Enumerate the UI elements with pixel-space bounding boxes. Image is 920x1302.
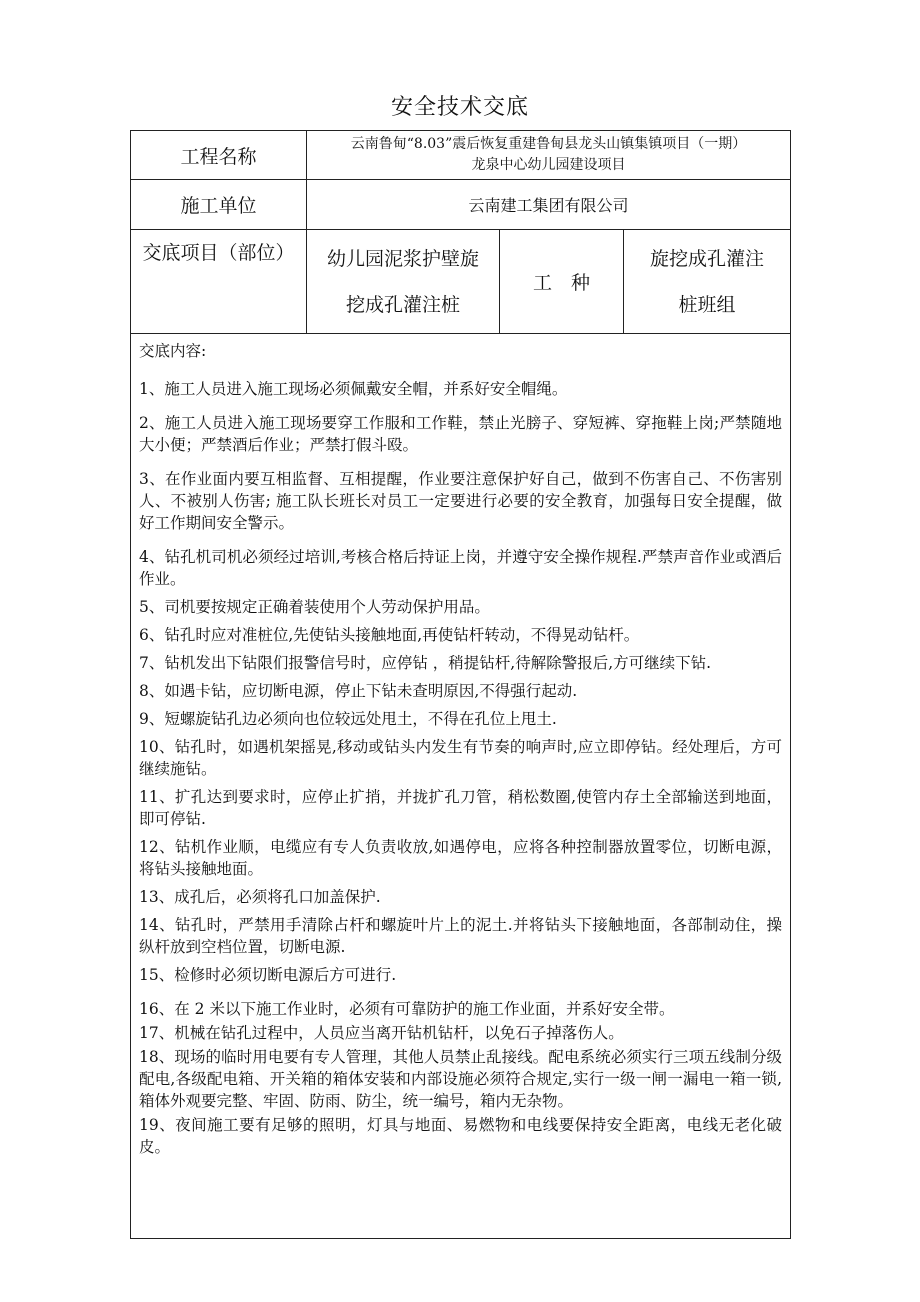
content-item: 13、成孔后，必须将孔口加盖保护.: [139, 888, 381, 906]
trade-label: 工 种: [500, 230, 624, 334]
content-item: 4、钻孔机司机必须经过培训,考核合格后持证上岗，并遵守安全操作规程.严禁声音作业或酒后作业。: [139, 548, 783, 588]
content-item: 16、在 2 米以下施工作业时，必须有可靠防护的施工作业面，并系好安全带。: [139, 1000, 675, 1018]
content-item: 9、短螺旋钻孔边必须向也位较远处甩土，不得在孔位上甩土.: [139, 710, 557, 728]
project-name-value: [307, 131, 791, 180]
construction-unit-value: 云南建工集团有限公司: [307, 180, 791, 230]
project-name-line1: 云南鲁甸“8.03”震后恢复重建鲁甸县龙头山镇集镇项目（一期）: [350, 136, 747, 152]
content-item: 18、现场的临时用电要有专人管理，其他人员禁止乱接线。配电系统必须实行三项五线制分级配电,各级配电箱、开关箱的箱体安装和内部设施必须符合规定,实行一级一闸一漏电一箱一锁,箱体外观要完整、牢固、防雨、防尘，统一编号，箱内无杂物。: [139, 1048, 783, 1110]
content-item: 1、施工人员进入施工现场必须佩戴安全帽，并系好安全帽绳。: [139, 380, 568, 398]
disclosure-item-value: [307, 230, 500, 334]
content-row: [131, 334, 791, 1239]
content-item: 6、钻孔时应对准桩位,先使钻头接触地面,再使钻杆转动，不得晃动钻杆。: [139, 626, 640, 644]
content-item: 12、钻机作业顺，电缆应有专人负责收放,如遇停电，应将各种控制器放置零位，切断电源，将钻头接触地面。: [139, 838, 783, 878]
trade-value-line2: 桩班组: [678, 293, 736, 316]
content-item: 19、夜间施工要有足够的照明，灯具与地面、易燃物和电线要保持安全距离，电线无老化破皮。: [139, 1116, 783, 1156]
content-item: 8、如遇卡钻，应切断电源，停止下钻未查明原因,不得强行起动.: [139, 682, 578, 700]
content-item: 14、钻孔时，严禁用手清除占杆和螺旋叶片上的泥土.并将钻头下接触地面，各部制动住，操纵杆放到空档位置，切断电源.: [139, 916, 783, 956]
trade-value: [624, 230, 791, 334]
content-item: 3、在作业面内要互相监督、互相提醒，作业要注意保护好自己，做到不伤害自己、不伤害别人、不被别人伤害; 施工队长班长对员工一定要进行必要的安全教育，加强每日安全提醒，做好工作期间安全警示。: [139, 470, 783, 532]
content-item: 17、机械在钻孔过程中，人员应当离开钻机钻杆，以免石子掉落伤人。: [139, 1024, 624, 1042]
content-item: 5、司机要按规定正确着装使用个人劳动保护用品。: [139, 598, 490, 616]
content-item: 7、钻机发出下钻限们报警信号时，应停钻 ，稍提钻杆,待解除警报后,方可继续下钻.: [139, 654, 712, 672]
project-name-label: 工程名称: [131, 131, 307, 180]
disclosure-item-line1: 幼儿园泥浆护壁旋: [326, 247, 479, 270]
content-item: 15、检修时必须切断电源后方可进行.: [139, 966, 397, 984]
trade-value-line1: 旋挖成孔灌注: [650, 247, 765, 270]
disclosure-item-line2: 挖成孔灌注桩: [345, 293, 460, 316]
disclosure-table: [130, 130, 791, 1239]
content-item: 10、钻孔时，如遇机架摇晃,移动或钻头内发生有节奏的响声时,应立即停钻。经处理后，方可继续施钻。: [139, 738, 783, 778]
disclosure-content: [131, 334, 791, 1239]
content-heading: 交底内容:: [139, 342, 207, 360]
construction-unit-label: 施工单位: [131, 180, 307, 230]
content-item: 11、扩孔达到要求时，应停止扩捎，并拢扩孔刀管，稍松数圈,使管内存土全部输送到地面，即可停钻.: [139, 788, 783, 828]
content-item: 2、施工人员进入施工现场要穿工作服和工作鞋，禁止光膀子、穿短裤、穿拖鞋上岗;严禁随地大小便；严禁酒后作业；严禁打假斗殴。: [139, 414, 783, 454]
project-name-line2: 龙泉中心幼儿园建设项目: [471, 157, 626, 173]
item-row: [131, 230, 791, 334]
document-title: 安全技术交底: [390, 95, 529, 120]
unit-row: [131, 180, 791, 230]
disclosure-item-label: 交底项目（部位）: [131, 230, 307, 334]
project-row: [131, 131, 791, 180]
